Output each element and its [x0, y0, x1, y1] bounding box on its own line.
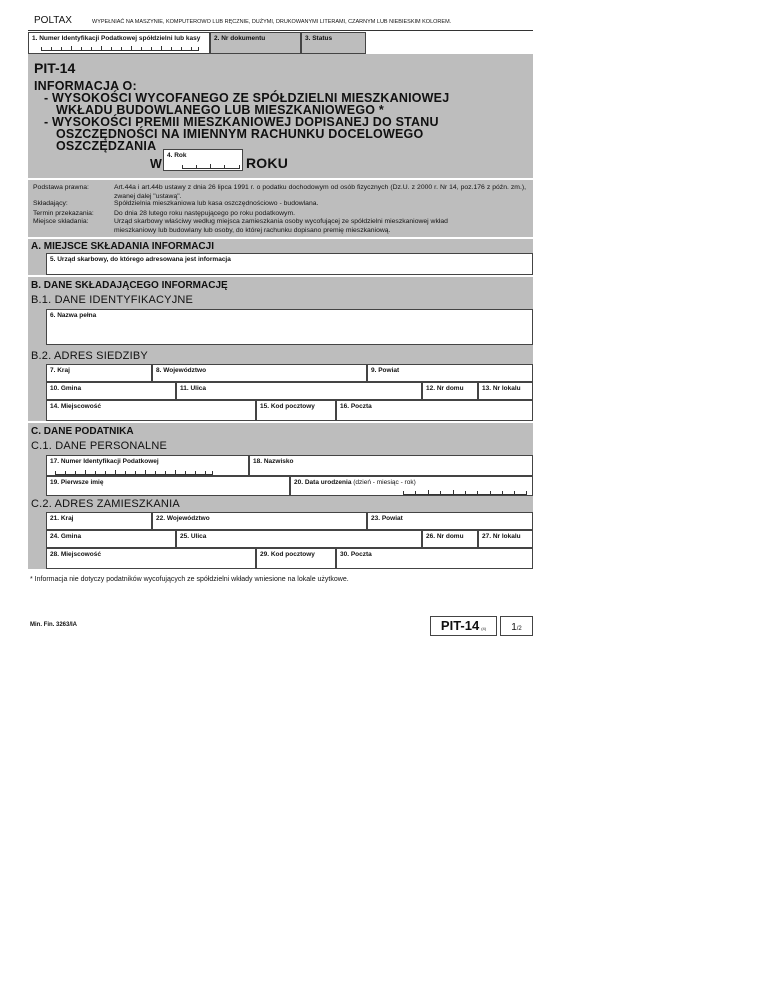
title-line-1: INFORMACJA O: — [34, 79, 137, 93]
c-flat-number-field[interactable] — [478, 530, 533, 548]
c-voivodeship-label: 22. Województwo — [156, 515, 210, 522]
c-postal-code-field[interactable] — [256, 548, 336, 569]
header-rule — [28, 30, 533, 31]
title-line-6: OSZCZĘDZANIA — [56, 139, 157, 153]
b-post-office-label: 16. Poczta — [340, 403, 372, 410]
b-street-field[interactable] — [176, 382, 422, 400]
first-name-label: 19. Pierwsze imię — [50, 479, 104, 486]
c-country-label: 21. Kraj — [50, 515, 74, 522]
basis-label: Podstawa prawna: — [33, 184, 89, 191]
status-label: 3. Status — [305, 35, 333, 42]
b-house-number-field[interactable] — [422, 382, 478, 400]
page-number: 1 — [511, 622, 517, 633]
footer-form-code-box — [430, 616, 497, 636]
c-nip-field[interactable] — [46, 455, 249, 476]
year-suffix: ROKU — [246, 155, 289, 171]
title-line-2: - WYSOKOŚCI WYCOFANEGO ZE SPÓŁDZIELNI MIESZKANIOWEJ — [44, 91, 450, 105]
c-city-label: 28. Miejscowość — [50, 551, 101, 558]
full-name-label: 6. Nazwa pełna — [50, 312, 97, 319]
b-country-label: 7. Kraj — [50, 367, 70, 374]
title-line-4: - WYSOKOŚCI PREMII MIESZKANIOWEJ DOPISANEJ DO STANU — [44, 115, 439, 129]
c-city-field[interactable] — [46, 548, 256, 569]
doc-number-field — [210, 32, 301, 54]
b-city-field[interactable] — [46, 400, 256, 421]
c-street-label: 25. Ulica — [180, 533, 207, 540]
b-county-label: 9. Powiat — [371, 367, 400, 374]
birth-date-field[interactable] — [290, 476, 533, 496]
b-street-label: 11. Ulica — [180, 385, 207, 392]
b-voivodeship-label: 8. Województwo — [156, 367, 207, 374]
title-line-3: WKŁADU BUDOWLANEGO LUB MIESZKANIOWEGO * — [56, 103, 384, 117]
deadline-text: Do dnia 28 lutego roku następującego po roku podatkowym. — [114, 210, 295, 217]
place-label: Miejsce składania: — [33, 218, 89, 225]
c-county-label: 23. Powiat — [371, 515, 403, 522]
c-flat-number-label: 27. Nr lokalu — [482, 533, 521, 540]
ministry-code: Min. Fin. 3263/IA — [30, 622, 78, 628]
b-house-number-label: 12. Nr domu — [426, 385, 464, 392]
b-voivodeship-field[interactable] — [152, 364, 367, 382]
form-code: PIT-14 — [34, 60, 76, 76]
doc-number-label: 2. Nr dokumentu — [214, 35, 266, 42]
c-house-number-label: 26. Nr domu — [426, 533, 464, 540]
nip-field[interactable] — [28, 32, 210, 54]
first-name-field[interactable] — [46, 476, 290, 496]
tax-office-field[interactable] — [46, 253, 533, 275]
section-a-title: A. MIEJSCE SKŁADANIA INFORMACJI — [31, 241, 214, 252]
c-county-field[interactable] — [367, 512, 533, 530]
brand: POLTAX — [34, 15, 72, 26]
c-municipality-field[interactable] — [46, 530, 176, 548]
section-b1-title: B.1. DANE IDENTYFIKACYJNE — [31, 294, 194, 306]
b-municipality-label: 10. Gmina — [50, 385, 82, 392]
b-postal-code-label: 15. Kod pocztowy — [260, 403, 315, 410]
page-number-box — [500, 616, 533, 636]
section-c1-title: C.1. DANE PERSONALNE — [31, 440, 168, 452]
c-nip-label: 17. Numer Identyfikacji Podatkowej — [50, 458, 159, 465]
submitter-label: Składający: — [33, 200, 68, 207]
section-c-title: C. DANE PODATNIKA — [31, 426, 134, 437]
year-ticks — [182, 164, 240, 169]
c-postal-code-label: 29. Kod pocztowy — [260, 551, 315, 558]
c-municipality-label: 24. Gmina — [50, 533, 82, 540]
birth-date-hint: (dzień - miesiąc - rok) — [353, 479, 416, 486]
footnote: * Informacja nie dotyczy podatników wycofujących ze spółdzielni wkłady wniesione na lokale użytkowe. — [30, 576, 349, 583]
surname-field[interactable] — [249, 455, 533, 476]
footer-version: (4) — [481, 626, 487, 631]
section-b-title: B. DANE SKŁADAJĄCEGO INFORMACJĘ — [31, 280, 228, 291]
b-municipality-field[interactable] — [46, 382, 176, 400]
page-total: /2 — [516, 626, 522, 632]
b-county-field[interactable] — [367, 364, 533, 382]
c-house-number-field[interactable] — [422, 530, 478, 548]
nip-ticks — [41, 46, 199, 51]
fill-instruction: WYPEŁNIAĆ NA MASZYNIE, KOMPUTEROWO LUB RĘCZNIE, DUŻYMI, DRUKOWANYMI LITERAMI, CZARNYM LUB NIEBIESKIM KOLOREM. — [92, 19, 452, 25]
birth-date-ticks — [403, 490, 527, 495]
c-street-field[interactable] — [176, 530, 422, 548]
basis-text: Art.44a i art.44b ustawy z dnia 26 lipca 1991 r. o podatku dochodowym od osób fizycznych (Dz.U. z 2000 r. Nr 14, poz.176 z późn. zm.), zwanej dalej "ustawą". — [114, 184, 526, 200]
status-field — [301, 32, 366, 54]
b-post-office-field[interactable] — [336, 400, 533, 421]
year-label: 4. Rok — [167, 152, 187, 159]
footer-form-code: PIT-14 — [440, 618, 480, 633]
b-postal-code-field[interactable] — [256, 400, 336, 421]
submitter-text: Spółdzielnia mieszkaniowa lub kasa oszczędnościowo - budowlana. — [114, 200, 319, 207]
year-field[interactable] — [163, 149, 243, 171]
b-city-label: 14. Miejscowość — [50, 403, 101, 410]
b-flat-number-field[interactable] — [478, 382, 533, 400]
b-flat-number-label: 13. Nr lokalu — [482, 385, 521, 392]
section-b2-title: B.2. ADRES SIEDZIBY — [31, 350, 148, 362]
title-line-5: OSZCZĘDNOŚCI NA IMIENNYM RACHUNKU DOCELOWEGO — [56, 127, 424, 141]
c-post-office-label: 30. Poczta — [340, 551, 372, 558]
full-name-field[interactable] — [46, 309, 533, 345]
place-text: Urząd skarbowy właściwy według miejsca zamieszkania osoby wycofującej ze spółdzielni mieszkaniowej wkład mieszkaniowy lub budowlany lub osoby, do której rachunku dopisano premię mieszkaniową. — [114, 218, 448, 234]
surname-label: 18. Nazwisko — [253, 458, 294, 465]
nip-label: 1. Numer Identyfikacji Podatkowej spółdzielni lub kasy — [32, 35, 201, 42]
birth-date-label: 20. Data urodzenia (dzień - miesiąc - rok) — [294, 479, 416, 486]
c-post-office-field[interactable] — [336, 548, 533, 569]
year-prefix: W — [150, 157, 162, 171]
c-country-field[interactable] — [46, 512, 152, 530]
b-country-field[interactable] — [46, 364, 152, 382]
c-voivodeship-field[interactable] — [152, 512, 367, 530]
section-c2-title: C.2. ADRES ZAMIESZKANIA — [31, 498, 180, 510]
deadline-label: Termin przekazania: — [33, 210, 94, 217]
tax-office-label: 5. Urząd skarbowy, do którego adresowana jest informacja — [50, 256, 231, 263]
c-nip-ticks — [55, 470, 213, 475]
